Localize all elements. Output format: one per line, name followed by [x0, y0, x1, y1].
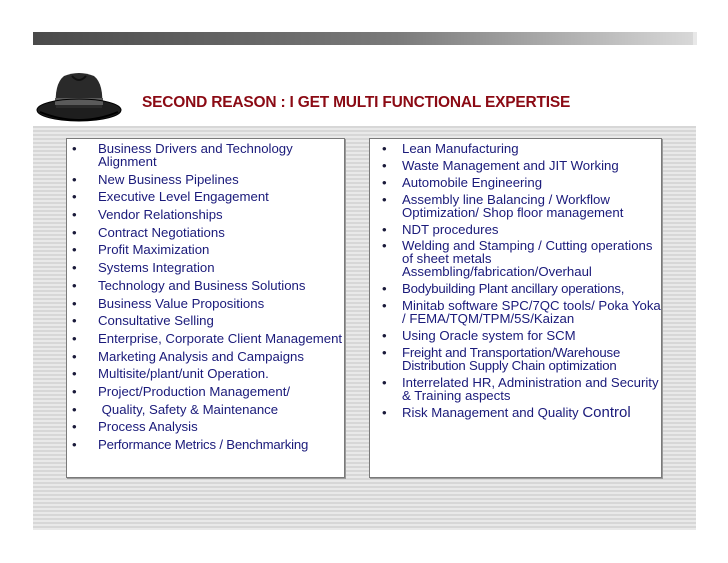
list-item: • Using Oracle system for SCM: [382, 328, 576, 344]
slide-title: SECOND REASON : I GET MULTI FUNCTIONAL EXPERTISE: [142, 94, 571, 111]
bullet-icon: •: [72, 141, 77, 156]
bullet-icon: •: [382, 174, 387, 190]
list-item: • Multisite/plant/unit Operation.: [72, 366, 269, 382]
bullet-icon: •: [382, 281, 387, 297]
list-item: • Lean Manufacturing: [382, 141, 519, 156]
bullet-icon: •: [72, 277, 77, 293]
list-item: • Interrelated HR, Administration and Security & Training aspects: [382, 374, 659, 403]
bullet-icon: •: [72, 242, 77, 258]
list-item: • NDT procedures: [382, 221, 499, 237]
list-item: • Welding and Stamping / Cutting operations of sheet metals Assembling/fabrication/Overhaul: [382, 238, 653, 280]
list-item: • New Business Pipelines: [72, 171, 239, 187]
list-item: • Project/Production Management/: [72, 383, 291, 399]
list-item: • Contract Negotiations: [72, 224, 225, 240]
bullet-icon: •: [72, 189, 77, 205]
bullet-icon: •: [382, 238, 387, 254]
bullet-icon: •: [72, 171, 77, 187]
list-item: • Minitab software SPC/7QC tools/ Poka Yoka / FEMA/TQM/TPM/5S/Kaizan: [382, 298, 661, 327]
fedora-hat-icon: [34, 66, 124, 126]
list-item: • Bodybuilding Plant ancillary operations,: [382, 281, 625, 297]
bullet-icon: •: [72, 207, 77, 223]
control-word: Control: [582, 403, 631, 421]
list-item: • Automobile Engineering: [382, 174, 543, 190]
bullet-icon: •: [72, 224, 77, 240]
bullet-icon: •: [72, 366, 77, 382]
bullet-icon: •: [72, 313, 77, 329]
bullet-icon: •: [72, 383, 77, 399]
list-item: • Assembly line Balancing / Workflow Optimization/ Shop floor management: [382, 191, 624, 220]
list-item: • Executive Level Engagement: [72, 189, 269, 205]
list-item: • Technology and Business Solutions: [72, 277, 306, 293]
bullet-icon: •: [382, 328, 387, 344]
list-item: • Vendor Relationships: [72, 207, 223, 223]
list-item: • Quality, Safety & Maintenance: [72, 401, 279, 417]
list-item: • Freight and Transportation/Warehouse Distribution Supply Chain optimization: [382, 345, 621, 374]
bullet-icon: •: [382, 374, 387, 390]
list-item: • Profit Maximization: [72, 242, 210, 258]
bullet-icon: •: [382, 141, 387, 156]
list-item: • Enterprise, Corporate Client Management: [72, 330, 343, 346]
bullet-icon: •: [72, 260, 77, 276]
list-item: • Consultative Selling: [72, 313, 214, 329]
list-item: • Risk Management and Quality Control: [382, 403, 631, 421]
bullet-icon: •: [72, 348, 77, 364]
list-item: • Business Drivers and Technology Alignment: [72, 141, 293, 169]
bullet-icon: •: [72, 437, 77, 452]
bullet-icon: •: [382, 191, 387, 207]
list-item: • Business Value Propositions: [72, 295, 265, 311]
list-item: • Marketing Analysis and Campaigns: [72, 348, 304, 364]
bullet-icon: •: [382, 298, 387, 314]
bullet-icon: •: [382, 221, 387, 237]
header-bar-end: [693, 32, 697, 45]
bullet-icon: •: [72, 295, 77, 311]
left-expertise-list: [72, 142, 344, 456]
list-item: • Process Analysis: [72, 419, 198, 435]
right-expertise-list: [382, 142, 664, 423]
bullet-icon: •: [382, 345, 387, 361]
list-item: • Performance Metrics / Benchmarking: [72, 437, 309, 452]
header-bar: [33, 32, 693, 45]
bullet-icon: •: [72, 330, 77, 346]
bullet-icon: •: [382, 157, 387, 173]
list-item: • Waste Management and JIT Working: [382, 157, 619, 173]
list-item: • Systems Integration: [72, 260, 215, 276]
bullet-icon: •: [72, 419, 77, 435]
bullet-icon: •: [382, 404, 387, 420]
bullet-icon: •: [72, 401, 77, 417]
